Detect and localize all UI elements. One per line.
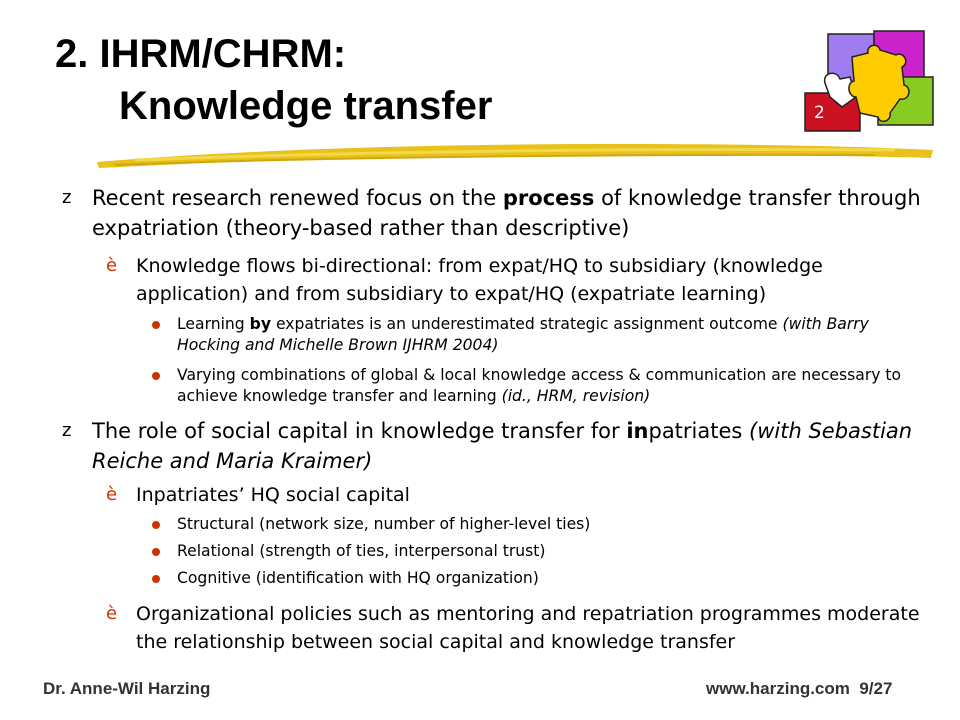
slide-title xyxy=(55,28,492,132)
subsubbullet-structural: Structural (network size, number of higher-level ties) xyxy=(152,514,927,535)
page-number: 9/27 xyxy=(859,679,893,698)
footer-url[interactable]: www.harzing.com xyxy=(706,679,850,698)
subsubbullet-varying-combinations: Varying combinations of global & local knowledge access & communication are necessary to achieve knowledge transfer and learning (id., HRM, revision) xyxy=(152,365,927,407)
dot-bullet-icon xyxy=(152,521,160,529)
logo-number: 2 xyxy=(814,103,825,123)
bullet-z-icon: z xyxy=(62,187,72,208)
arrow-bullet-icon: è xyxy=(106,484,118,505)
dot-bullet-icon xyxy=(152,548,160,556)
title-line-2: Knowledge transfer xyxy=(119,84,493,128)
arrow-bullet-icon: è xyxy=(106,603,118,624)
subsubbullet-learning-by: Learning by expatriates is an underestimated strategic assignment outcome (with Barry Hocking and Michelle Brown IJHRM 2004) xyxy=(152,314,927,356)
footer-right xyxy=(706,679,892,699)
bullet-social-capital: z The role of social capital in knowledge transfer for inpatriates (with Sebastian Reiche and Maria Kraimer) xyxy=(62,416,922,476)
subbullet-inpatriates-social-capital: è Inpatriates’ HQ social capital xyxy=(106,481,921,509)
dot-bullet-icon xyxy=(152,372,160,380)
title-line-1: 2. IHRM/CHRM: xyxy=(55,32,347,76)
footer-author: Dr. Anne-Wil Harzing xyxy=(43,679,211,698)
subsubbullet-cognitive: Cognitive (identification with HQ organization) xyxy=(152,568,927,589)
subsubbullet-relational: Relational (strength of ties, interpersonal trust) xyxy=(152,541,927,562)
arrow-bullet-icon: è xyxy=(106,255,118,276)
bullet-knowledge-process: z Recent research renewed focus on the process of knowledge transfer through expatriation (theory-based rather than descriptive) xyxy=(62,183,922,243)
dot-bullet-icon xyxy=(152,575,160,583)
subbullet-knowledge-flows: è Knowledge flows bi-directional: from expat/HQ to subsidiary (knowledge application) and from subsidiary to expat/HQ (expatriate learning) xyxy=(106,252,921,308)
dot-bullet-icon xyxy=(152,321,160,329)
title-underline-brush xyxy=(95,138,935,172)
bullet-z-icon: z xyxy=(62,420,72,441)
subbullet-organizational-policies: è Organizational policies such as mentoring and repatriation programmes moderate the relationship between social capital and knowledge transfer xyxy=(106,600,921,656)
